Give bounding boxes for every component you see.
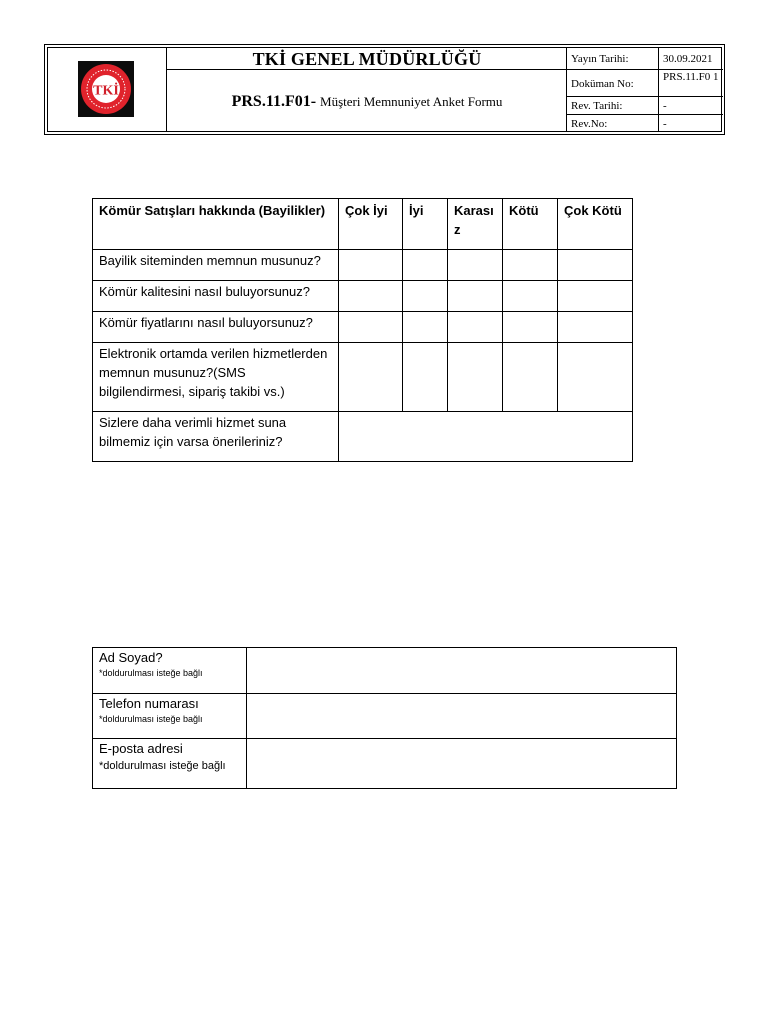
revision-date-label: Rev. Tarihi: bbox=[571, 100, 623, 112]
phone-label: Telefon numarası bbox=[99, 696, 199, 711]
rating-cell-good[interactable] bbox=[403, 250, 448, 281]
survey-question: Kömür kalitesini nasıl buluyorsunuz? bbox=[93, 281, 339, 312]
survey-topic-header: Kömür Satışları hakkında (Bayilikler) bbox=[93, 199, 339, 250]
form-title bbox=[167, 93, 567, 111]
rating-cell-good[interactable] bbox=[403, 281, 448, 312]
rating-header-very-good: Çok İyi bbox=[339, 199, 403, 250]
rating-cell-very-good[interactable] bbox=[339, 250, 403, 281]
contact-row-phone bbox=[93, 694, 677, 739]
survey-question-row bbox=[93, 281, 633, 312]
name-label: Ad Soyad? bbox=[99, 650, 163, 665]
form-code: PRS.11.F01- bbox=[231, 93, 317, 110]
optional-note: *doldurulması isteğe bağlı bbox=[99, 714, 203, 724]
suggestion-input-cell[interactable] bbox=[339, 412, 633, 462]
organization-title: TKİ GENEL MÜDÜRLÜĞÜ bbox=[252, 49, 482, 69]
rating-cell-very-good[interactable] bbox=[339, 343, 403, 412]
header-inner-frame bbox=[47, 47, 722, 132]
rating-cell-bad[interactable] bbox=[503, 250, 558, 281]
contact-label-cell bbox=[93, 648, 247, 694]
tki-logo bbox=[78, 61, 134, 117]
document-no-label: Doküman No: bbox=[571, 78, 634, 90]
phone-input-cell[interactable] bbox=[247, 694, 677, 739]
satisfaction-survey-table bbox=[92, 198, 633, 462]
header-divider bbox=[566, 114, 723, 115]
rating-cell-bad[interactable] bbox=[503, 312, 558, 343]
logo-letters: TKİ bbox=[93, 83, 119, 99]
rating-cell-very-bad[interactable] bbox=[558, 312, 633, 343]
contact-info-table bbox=[92, 647, 677, 789]
publish-date-value: 30.09.2021 bbox=[663, 53, 713, 65]
survey-question-row bbox=[93, 343, 633, 412]
publish-date-label: Yayın Tarihi: bbox=[571, 53, 629, 65]
rating-cell-very-good[interactable] bbox=[339, 312, 403, 343]
rating-cell-neutral[interactable] bbox=[448, 343, 503, 412]
revision-no-value: - bbox=[663, 118, 667, 130]
revision-date-value: - bbox=[663, 100, 667, 112]
rating-cell-very-bad[interactable] bbox=[558, 250, 633, 281]
name-input-cell[interactable] bbox=[247, 648, 677, 694]
optional-note: *doldurulması isteğe bağlı bbox=[99, 668, 203, 678]
survey-question-row bbox=[93, 312, 633, 343]
contact-row-email bbox=[93, 739, 677, 789]
rating-cell-neutral[interactable] bbox=[448, 281, 503, 312]
rating-cell-very-bad[interactable] bbox=[558, 343, 633, 412]
rating-cell-bad[interactable] bbox=[503, 281, 558, 312]
email-label: E-posta adresi bbox=[99, 741, 183, 756]
contact-label-cell bbox=[93, 739, 247, 789]
form-name: Müşteri Memnuniyet Anket Formu bbox=[320, 94, 503, 109]
survey-question: Kömür fiyatlarını nasıl buluyorsunuz? bbox=[93, 312, 339, 343]
rating-cell-bad[interactable] bbox=[503, 343, 558, 412]
rating-header-good: İyi bbox=[403, 199, 448, 250]
survey-question: Bayilik siteminden memnun musunuz? bbox=[93, 250, 339, 281]
document-no-value: PRS.11.F0 1 bbox=[663, 71, 719, 83]
suggestion-prompt: Sizlere daha verimli hizmet suna bilmemiz için varsa önerileriniz? bbox=[93, 412, 339, 462]
email-input-cell[interactable] bbox=[247, 739, 677, 789]
survey-question: Elektronik ortamda verilen hizmetlerden memnun musunuz?(SMS bilgilendirmesi, sipariş takibi vs.) bbox=[93, 343, 339, 412]
rating-header-bad: Kötü bbox=[503, 199, 558, 250]
rating-header-neutral: Karası z bbox=[448, 199, 503, 250]
contact-row-name bbox=[93, 648, 677, 694]
rating-cell-good[interactable] bbox=[403, 343, 448, 412]
tki-logo-emblem bbox=[78, 61, 134, 117]
survey-question-row bbox=[93, 250, 633, 281]
optional-note: *doldurulması isteğe bağlı bbox=[99, 760, 226, 772]
rating-cell-neutral[interactable] bbox=[448, 250, 503, 281]
contact-label-cell bbox=[93, 694, 247, 739]
rating-header-very-bad: Çok Kötü bbox=[558, 199, 633, 250]
rating-cell-very-good[interactable] bbox=[339, 281, 403, 312]
rating-cell-very-bad[interactable] bbox=[558, 281, 633, 312]
revision-no-label: Rev.No: bbox=[571, 118, 608, 130]
suggestion-row bbox=[93, 412, 633, 462]
header-divider bbox=[566, 96, 723, 97]
rating-cell-neutral[interactable] bbox=[448, 312, 503, 343]
rating-cell-good[interactable] bbox=[403, 312, 448, 343]
header-divider bbox=[566, 69, 723, 70]
header-divider bbox=[658, 48, 659, 131]
survey-header-row bbox=[93, 199, 633, 250]
document-header bbox=[44, 44, 725, 135]
